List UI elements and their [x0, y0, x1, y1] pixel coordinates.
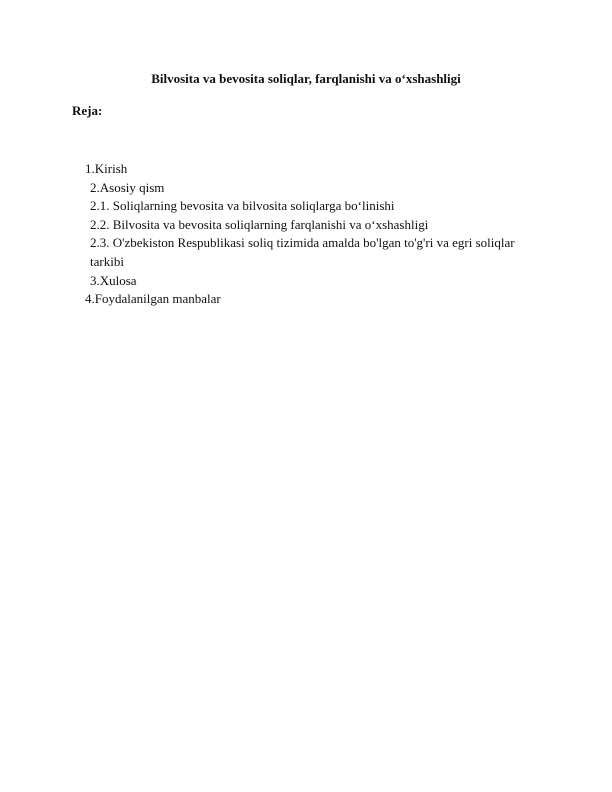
plan-item-2-2: 2.2. Bilvosita va bevosita soliqlarning farqlanishi va o‘xshashligi	[90, 216, 429, 232]
plan-item-references: 4.Foydalanilgan manbalar	[85, 291, 221, 307]
plan-item-conclusion: 3.Xulosa	[90, 272, 137, 288]
document-title: Bilvosita va bevosita soliqlar, farqlanishi va o‘xshashligi	[151, 71, 461, 86]
plan-item-main-part: 2.Asosiy qism	[90, 179, 165, 195]
plan-item-2-3-continuation: tarkibi	[90, 253, 124, 269]
plan-item-2-3: 2.3. O'zbekiston Respublikasi soliq tizimida amalda bo'lgan to'g'ri va egri soliqlar	[90, 235, 515, 251]
plan-heading: Reja:	[72, 103, 103, 118]
plan-item-introduction: 1.Kirish	[85, 161, 128, 176]
plan-list	[0, 160, 612, 309]
plan-item-2-1: 2.1. Soliqlarning bevosita va bilvosita soliqlarga bo‘linishi	[90, 198, 395, 214]
